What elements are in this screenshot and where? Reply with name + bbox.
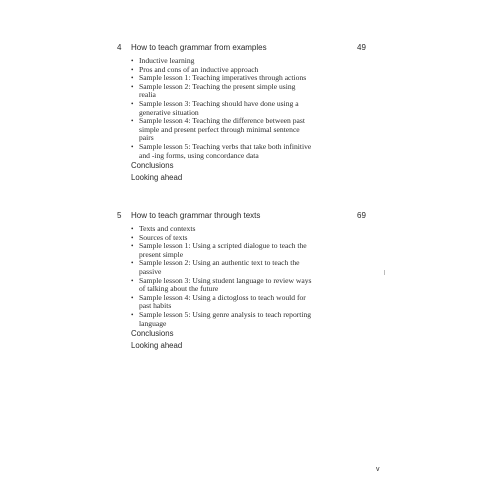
chapter-title: How to teach grammar through texts [131,211,261,220]
section-item: • Pros and cons of an inductive approach [139,66,314,75]
section-list [117,57,377,160]
looking-ahead-entry: Looking ahead [131,173,183,183]
scan-mark [384,270,385,275]
chapter-heading [117,43,377,55]
chapter-4 [117,43,377,184]
chapter-heading [117,211,377,223]
chapter-5 [117,211,377,352]
chapter-number: 5 [117,211,122,220]
section-item: • Sample lesson 3: Using student language to review ways of talking about the future [139,277,314,294]
section-item: • Texts and contexts [139,225,314,234]
section-item: • Sample lesson 5: Using genre analysis to teach reporting language [139,311,314,328]
section-list [117,225,377,328]
chapter-number: 4 [117,43,122,52]
chapter-page-number: 69 [357,211,366,220]
section-item: • Sample lesson 2: Teaching the present simple using realia [139,83,314,100]
section-item: • Sample lesson 4: Using a dictogloss to teach would for past habits [139,294,314,311]
section-item: • Sample lesson 1: Teaching imperatives through actions [139,74,314,83]
chapter-title: How to teach grammar from examples [131,43,267,52]
section-item: • Sample lesson 3: Teaching should have done using a generative situation [139,100,314,117]
conclusions-entry: Conclusions [131,161,174,171]
looking-ahead-entry: Looking ahead [131,341,183,351]
page-folio: v [376,466,380,473]
section-item: • Sample lesson 4: Teaching the difference between past simple and present perfect through minimal sentence pairs [139,117,314,143]
section-item: • Sample lesson 1: Using a scripted dialogue to teach the present simple [139,242,314,259]
section-item: • Sample lesson 5: Teaching verbs that take both infinitive and -ing forms, using concordance data [139,143,314,160]
conclusions-entry: Conclusions [131,329,174,339]
section-item: • Inductive learning [139,57,314,66]
section-item: • Sample lesson 2: Using an authentic text to teach the passive [139,259,314,276]
section-item: • Sources of texts [139,234,314,243]
chapter-page-number: 49 [357,43,366,52]
